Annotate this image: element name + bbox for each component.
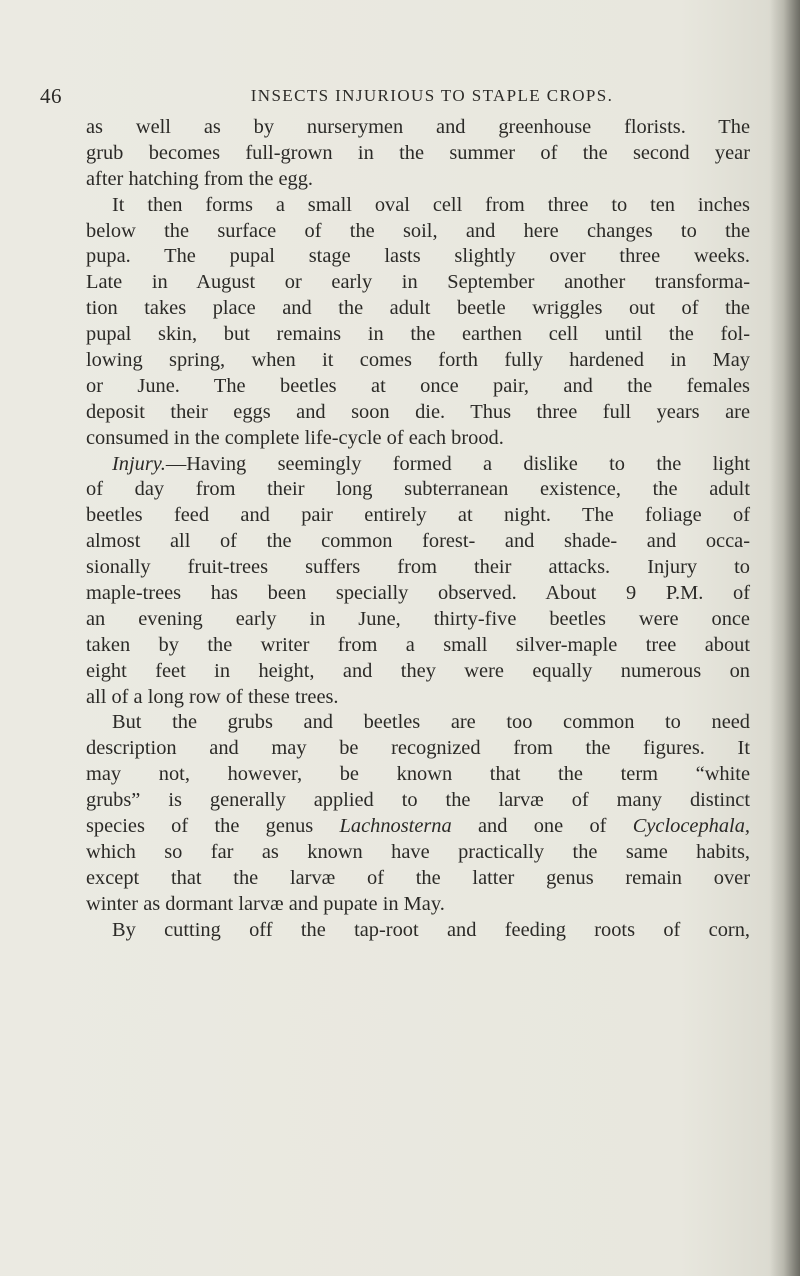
genus-name: Lachnosterna bbox=[339, 815, 452, 838]
text-line: eight feet in height, and they were equally numerous on bbox=[86, 659, 750, 682]
text-line: lowing spring, when it comes forth fully hardened in May bbox=[86, 349, 750, 372]
text-line: species of the genus Lachnosterna and one of Cyclocephala, bbox=[86, 815, 750, 838]
text-line: By cutting off the tap-root and feeding roots of corn, bbox=[112, 918, 750, 941]
text-line: except that the larvæ of the latter genus remain over bbox=[86, 866, 750, 889]
text-line: Late in August or early in September another transforma- bbox=[86, 271, 750, 294]
text-line: sionally fruit-trees suffers from their attacks. Injury to bbox=[86, 556, 750, 579]
text-line: grub becomes full-grown in the summer of the second year bbox=[86, 141, 750, 164]
text-line: deposit their eggs and soon die. Thus three full years are bbox=[86, 400, 750, 423]
text-line: Injury.—Having seemingly formed a dislike to the light bbox=[112, 452, 750, 475]
text-line: an evening early in June, thirty-five beetles were once bbox=[86, 607, 750, 630]
text-line: almost all of the common forest- and shade- and occa- bbox=[86, 530, 750, 553]
text-line: taken by the writer from a small silver-maple tree about bbox=[86, 633, 750, 656]
text-line: all of a long row of these trees. bbox=[86, 685, 339, 708]
page-header bbox=[40, 84, 760, 112]
running-head: INSECTS INJURIOUS TO STAPLE CROPS. bbox=[250, 86, 614, 105]
text-line: It then forms a small oval cell from three to ten inches bbox=[112, 193, 750, 216]
text-line: But the grubs and beetles are too common to need bbox=[112, 711, 750, 734]
text-line: description and may be recognized from the figures. It bbox=[86, 737, 750, 760]
text-line: as well as by nurserymen and greenhouse florists. The bbox=[86, 116, 750, 138]
text-line: of day from their long subterranean existence, the adult bbox=[86, 478, 750, 501]
text-line: tion takes place and the adult beetle wriggles out of the bbox=[86, 297, 750, 320]
text-line: may not, however, be known that the term “white bbox=[86, 763, 750, 786]
section-heading-injury: Injury. bbox=[112, 452, 166, 475]
text-line: winter as dormant larvæ and pupate in May. bbox=[86, 892, 445, 915]
text-line: or June. The beetles at once pair, and the females bbox=[86, 374, 750, 397]
text-line: pupal skin, but remains in the earthen cell until the fol- bbox=[86, 323, 750, 346]
text-line: beetles feed and pair entirely at night. The foliage of bbox=[86, 504, 750, 527]
text-line: which so far as known have practically the same habits, bbox=[86, 840, 750, 863]
page-edge-shadow bbox=[770, 0, 800, 1276]
page-number: 46 bbox=[40, 84, 62, 108]
genus-name: Cyclocephala, bbox=[632, 815, 750, 838]
text-line: after hatching from the egg. bbox=[86, 167, 314, 190]
text-line: grubs” is generally applied to the larvæ of many distinct bbox=[86, 789, 750, 812]
text-line: pupa. The pupal stage lasts slightly over three weeks. bbox=[86, 245, 750, 268]
body-text bbox=[86, 115, 750, 944]
text-line: maple-trees has been specially observed. About 9 P.M. of bbox=[86, 582, 750, 605]
text-line: below the surface of the soil, and here changes to the bbox=[86, 219, 750, 242]
text-line: consumed in the complete life-cycle of each brood. bbox=[86, 426, 504, 449]
